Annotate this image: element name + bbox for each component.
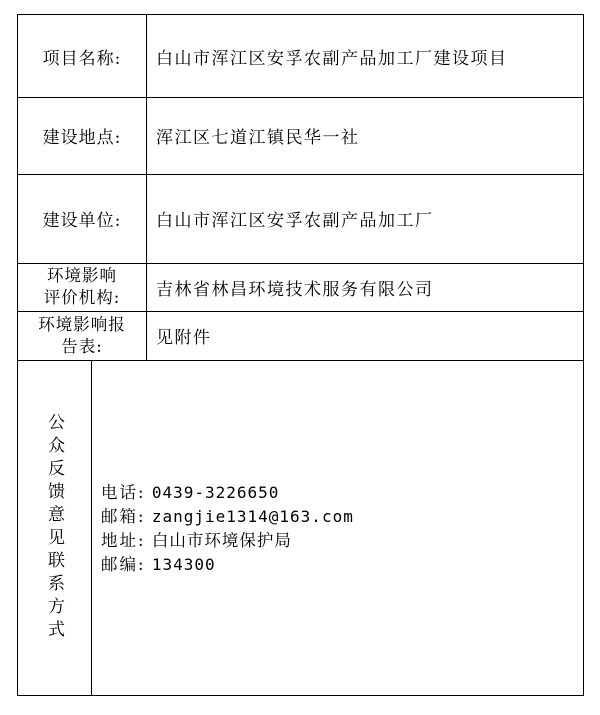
phone-value: 0439-3226650 — [151, 483, 280, 502]
email-line — [101, 505, 354, 529]
postcode-value: 134300 — [151, 555, 216, 574]
eia-org-value: 吉林省林昌环境技术服务有限公司 — [156, 279, 434, 300]
feedback-label-cell — [18, 360, 91, 696]
postcode-line — [101, 553, 354, 577]
address-line — [101, 529, 354, 553]
eia-report-value: 见附件 — [156, 328, 212, 348]
unit-value: 白山市浑江区安孚农副产品加工厂 — [156, 211, 434, 231]
email-value: zangjie1314@163.com — [151, 507, 354, 526]
feedback-label: 公众反馈意见联系方式 — [44, 413, 64, 643]
postcode-label: 邮编: — [101, 555, 146, 574]
feedback-contact-cell — [91, 360, 583, 696]
info-table — [17, 14, 584, 696]
location-value: 浑江区七道江镇民华一社 — [156, 128, 360, 148]
project-name-value: 白山市浑江区安孚农副产品加工厂建设项目 — [156, 48, 508, 69]
project-name-label: 项目名称: — [42, 48, 122, 69]
address-value: 白山市环境保护局 — [151, 531, 292, 550]
phone-line — [101, 481, 354, 505]
eia-org-label — [18, 263, 146, 311]
location-label: 建设地点: — [42, 128, 122, 148]
eia-report-label-line1: 环境影响报 — [38, 314, 126, 334]
email-label: 邮箱: — [101, 507, 146, 526]
eia-org-label-line1: 环境影响 — [47, 266, 117, 285]
eia-report-label — [18, 311, 146, 360]
phone-label: 电话: — [101, 483, 146, 502]
unit-label: 建设单位: — [42, 211, 122, 231]
address-label: 地址: — [101, 531, 146, 550]
eia-org-label-line2: 评价机构: — [43, 288, 121, 307]
eia-report-label-line2: 告表: — [61, 336, 103, 356]
